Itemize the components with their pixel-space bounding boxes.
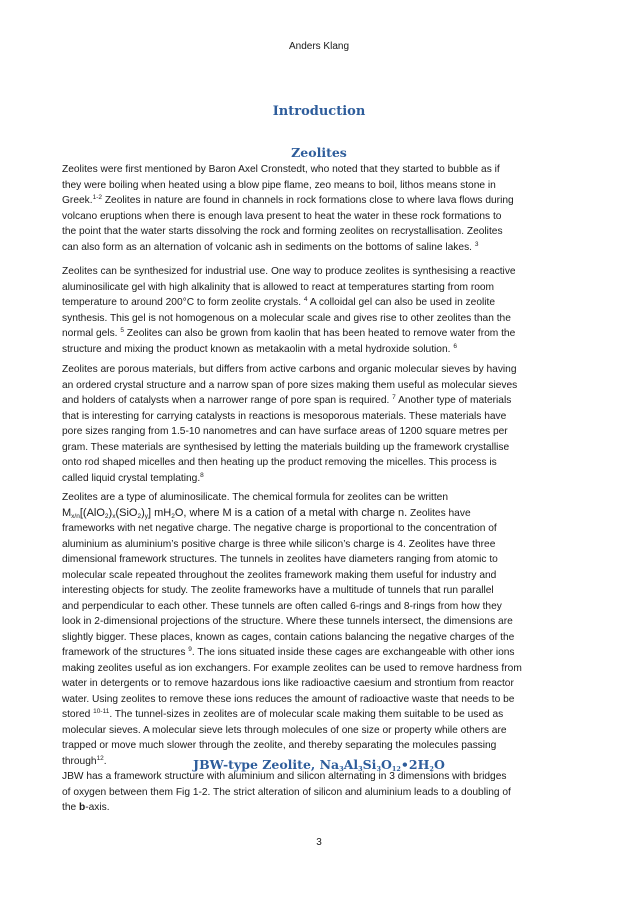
- p2-text: temperature to around 200°C to form zeolite crystals.: [62, 297, 302, 308]
- axis-label: b: [79, 802, 86, 813]
- p4-text: . The ions situated inside these cages are exchangeable with other ions: [191, 647, 515, 658]
- p3-line: [62, 471, 582, 487]
- p4-line: trapped or move much slower through the zeolite, and thereby separating the molecules passing: [62, 740, 497, 751]
- p2-line: [62, 295, 582, 311]
- jbw-sub: 3: [358, 765, 363, 773]
- formula-sub: 2: [104, 512, 109, 520]
- p3-line: an ordered crystal structure and a narrow span of pore sizes making them useful as molecular sieves: [62, 379, 518, 391]
- formula-sub: y: [144, 512, 148, 520]
- p5-text: -axis.: [85, 802, 110, 813]
- jbw-part: O: [433, 757, 445, 772]
- p4-line: Zeolites are a type of aluminosilicate. The chemical formula for zeolites can be written: [62, 492, 448, 503]
- p4-line: and perpendicular to each other. These tunnels are often called 6-rings and 8-rings from how they: [62, 600, 502, 612]
- p2-text: structure and mixing the product known as metakaolin with a metal hydroxide solution.: [62, 343, 451, 355]
- paragraph-1: [62, 162, 582, 255]
- jbw-part: •2H: [400, 757, 430, 772]
- p4-line: molecular scale repeated throughout the zeolites framework making them useful for industry and: [62, 569, 497, 581]
- formula-part: [(AlO: [79, 506, 105, 519]
- p3-line: onto rod shaped micelles and then heating up the product removing the micelles. This process is: [62, 457, 497, 468]
- p2-line: Zeolites can be synthesized for industrial use. One way to produce zeolites is synthesising a reactive: [62, 266, 516, 277]
- citation-ref: 7: [392, 394, 396, 401]
- citation-ref: 4: [303, 296, 308, 303]
- p3-text: Another type of materials: [395, 395, 512, 406]
- formula-sub: 2: [171, 512, 175, 520]
- p4-text: Zeolites have: [407, 507, 471, 519]
- p3-line: that is interesting for carrying catalysts in reactions is mesoporous materials. These materials have: [62, 410, 507, 422]
- citation-ref: 6: [453, 342, 457, 350]
- zeolites-heading: Zeolites: [291, 145, 347, 160]
- citation-ref: 10-11: [93, 708, 110, 715]
- p4-line: interesting objects for study. The zeolite frameworks have a multitude of tunnels that run parallel: [62, 585, 494, 596]
- p1-text: Zeolites in nature are found in channels in rock formations close to where lava flows during: [101, 195, 514, 206]
- formula-part: ] mH: [148, 506, 172, 519]
- citation-ref: 1-2: [92, 194, 102, 201]
- jbw-sub: 3: [339, 765, 344, 773]
- citation-ref: 5: [120, 327, 124, 334]
- p4-line: [62, 645, 582, 661]
- paragraph-3: [62, 362, 582, 486]
- p4-line: making zeolites useful as ion exchangers. For example zeolites can be used to remove hardness from: [62, 662, 522, 674]
- p1-line: the point that the water starts dissolving the rock and forming zeolites on recrystallisation. Zeolites: [62, 226, 503, 237]
- p2-text: normal gels.: [62, 328, 118, 339]
- p3-line: pore sizes ranging from 1.5-10 nanometres and can have surface areas of 1200 square metres per: [62, 426, 508, 437]
- p4-line: [62, 707, 582, 723]
- p5-line: [62, 800, 582, 816]
- jbw-sub: 12: [391, 765, 401, 773]
- formula-sub: x/n: [71, 512, 80, 520]
- p4-line: aluminium as aluminium’s positive charge is three while silicon’s charge is 4. Zeolites have three: [62, 538, 496, 550]
- p4-line: molecular sieves. A molecular sieve lets through molecules of one size or property while others are: [62, 724, 507, 736]
- formula-sub: x: [112, 512, 116, 520]
- p1-line: [62, 193, 582, 209]
- p3-text: called liquid crystal templating.: [62, 472, 201, 484]
- p4-text: .: [103, 755, 107, 767]
- p4-line: slightly bigger. These places, known as cages, contain cations balancing the negative charges of the: [62, 631, 515, 643]
- citation-ref: 3: [474, 240, 479, 248]
- p4-line: water in detergents or to remove hazardous ions like radioactive caesium and strontium from reactor: [62, 678, 514, 689]
- paragraph-4: [62, 490, 582, 769]
- p1-line: they were boiling when heated using a blow pipe flame, zeo means to boil, lithos means stone in: [62, 179, 496, 191]
- formula-part: ): [108, 506, 113, 519]
- p5-text: the: [62, 802, 79, 813]
- jbw-sub: 2: [429, 765, 434, 773]
- jbw-part: JBW-type Zeolite, Na: [193, 757, 340, 772]
- citation-ref: 12: [96, 754, 104, 762]
- introduction-heading: Introduction: [272, 104, 366, 119]
- p5-line: of oxygen between them Fig 1-2. The strict alteration of silicon and aluminium leads to a doubling of: [62, 786, 511, 798]
- p5-line: JBW has a framework structure with aluminium and silicon alternating in 3 dimensions with bridges: [62, 771, 507, 782]
- formula-sub: 2: [137, 512, 142, 520]
- p1-text: Greek.: [62, 195, 93, 206]
- p4-line: water. Using zeolites to remove these ions reduces the amount of radioactive waste that needs to be: [62, 693, 515, 705]
- p2-text: A colloidal gel can also be used in zeolite: [307, 297, 496, 308]
- p3-line: [62, 393, 582, 409]
- p4-text: . The tunnel-sizes in zeolites are of molecular scale making them suitable to be used as: [109, 709, 504, 720]
- p4-formula-line: [62, 506, 582, 522]
- p4-text: through: [62, 755, 97, 767]
- p1-line: [62, 240, 582, 256]
- p2-line: synthesis. This gel is not homogenous on a molecular scale and gives rise to other zeolites than the: [62, 312, 511, 324]
- page-number: 3: [316, 837, 322, 848]
- p3-line: gram. These materials are synthesised by letting the materials building up the framework crystallise: [62, 441, 510, 453]
- p2-line: aluminosilicate gel with high alkalinity that is allowed to react at temperatures starting from room: [62, 281, 495, 293]
- p1-line: Zeolites were first mentioned by Baron Axel Cronstedt, who noted that they started to bubble as if: [62, 164, 500, 175]
- citation-ref: 9: [188, 646, 192, 653]
- formula-part: (SiO: [115, 506, 138, 519]
- p1-line: volcano eruptions when there is enough lava present to heat the water in these rock formations to: [62, 210, 502, 222]
- formula-part: ): [141, 506, 145, 519]
- p1-text: can also form as an alternation of volcanic ash in sediments on the bottoms of saline lakes.: [62, 241, 472, 253]
- paragraph-2: [62, 264, 582, 357]
- zeolite-formula: [62, 507, 407, 519]
- jbw-sub: 3: [376, 765, 381, 773]
- formula-part: M: [62, 506, 72, 519]
- page-header-author: Anders Klang: [288, 41, 350, 52]
- paragraph-5: [62, 769, 582, 816]
- p4-text: stored: [62, 709, 91, 720]
- p2-line: [62, 342, 582, 358]
- p3-text: and holders of catalysts when a narrower range of pore span is required.: [62, 395, 390, 406]
- p4-line: dimensional framework structures. The tunnels in zeolites have diameters ranging from atomic to: [62, 554, 498, 565]
- jbw-part: Al: [343, 757, 359, 772]
- p4-line: look in 2-dimensional projections of the structure. Where these tunnels intersect, the dimensions are: [62, 616, 513, 627]
- p3-line: Zeolites are porous materials, but differs from active carbons and organic molecular sieves by having: [62, 364, 517, 375]
- p2-line: [62, 326, 582, 342]
- p4-line: frameworks with net negative charge. The negative charge is proportional to the concentration of: [62, 523, 497, 534]
- p2-text: Zeolites can also be grown from kaolin that has been heated to remove water from the: [123, 328, 516, 339]
- jbw-part: Si: [362, 757, 377, 772]
- citation-ref: 8: [200, 471, 204, 479]
- formula-part: O, where M is a cation of a metal with charge n.: [174, 506, 408, 519]
- p4-text: framework of the structures: [62, 647, 186, 658]
- jbw-part: O: [380, 757, 392, 772]
